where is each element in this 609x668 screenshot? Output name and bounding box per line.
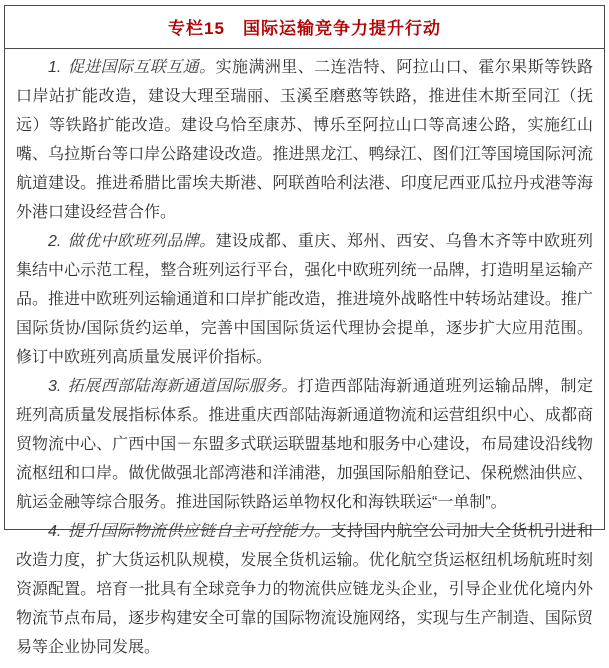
paragraph-4-lead: 提升国际物流供应链自主可控能力。	[67, 523, 331, 540]
paragraph-2	[16, 227, 593, 372]
paragraph-2-text: 建设成都、重庆、郑州、西安、乌鲁木齐等中欧班列集结中心示范工程，整合班列运行平台，强化中欧班列统一品牌，打造明星运输产品。推进中欧班列运输通道和口岸扩能改造，推进境外战略性中转场站建设。推广国际货协/国际货约运单，完善中国国际货运代理协会提单，逐步扩大应用范围。修订中欧班列高质量发展评价指标。	[16, 233, 593, 366]
paragraph-3-text: 打造西部陆海新通道班列运输品牌，制定班列高质量发展指标体系。推进重庆西部陆海新通道物流和运营组织中心、成都商贸物流中心、广西中国－东盟多式联运联盟基地和服务中心建设，布局建设沿线物流枢纽和口岸。做优做强北部湾港和洋浦港，加强国际船舶登记、保税燃油供应、航运金融等综合服务。推进国际铁路运单物权化和海铁联运“一单制”。	[16, 378, 593, 511]
paragraph-2-number: 2.	[48, 233, 62, 250]
column-box	[4, 5, 605, 656]
column-box-title: 专栏15 国际运输竞争力提升行动	[168, 19, 441, 38]
paragraph-1	[16, 53, 593, 227]
paragraph-1-text: 实施满洲里、二连浩特、阿拉山口、霍尔果斯等铁路口岸站扩能改造，建设大理至瑞丽、玉溪至磨憨等铁路，推进佳木斯至同江（抚远）等铁路扩能改造。建设乌恰至康苏、博乐至阿拉山口等高速公路，实施红山嘴、乌拉斯台等口岸公路建设改造。推进黑龙江、鸭绿江、图们江等国境国际河流航道建设。推进希腊比雷埃夫斯港、阿联酋哈利法港、印度尼西亚瓜拉丹戎港等海外港口建设经营合作。	[16, 59, 593, 221]
paragraph-4-text: 支持国内航空公司加大全货机引进和改造力度，扩大货运机队规模，发展全货机运输。优化航空货运枢纽机场航班时刻资源配置。培育一批具有全球竞争力的物流供应链龙头企业，引导企业优化境内外物流节点布局，逐步构建安全可靠的国际物流设施网络，实现与生产制造、国际贸易等企业协同发展。	[16, 523, 593, 656]
paragraph-2-lead: 做优中欧班列品牌。	[67, 233, 216, 250]
paragraph-3	[16, 372, 593, 517]
column-box-header	[5, 6, 604, 49]
paragraph-1-number: 1.	[48, 59, 62, 76]
paragraph-3-lead: 拓展西部陆海新通道国际服务。	[67, 378, 298, 395]
paragraph-1-lead: 促进国际互联互通。	[67, 59, 216, 76]
column-box-body	[5, 49, 604, 668]
paragraph-3-number: 3.	[48, 378, 62, 395]
paragraph-4	[16, 517, 593, 662]
paragraph-4-number: 4.	[48, 523, 62, 540]
